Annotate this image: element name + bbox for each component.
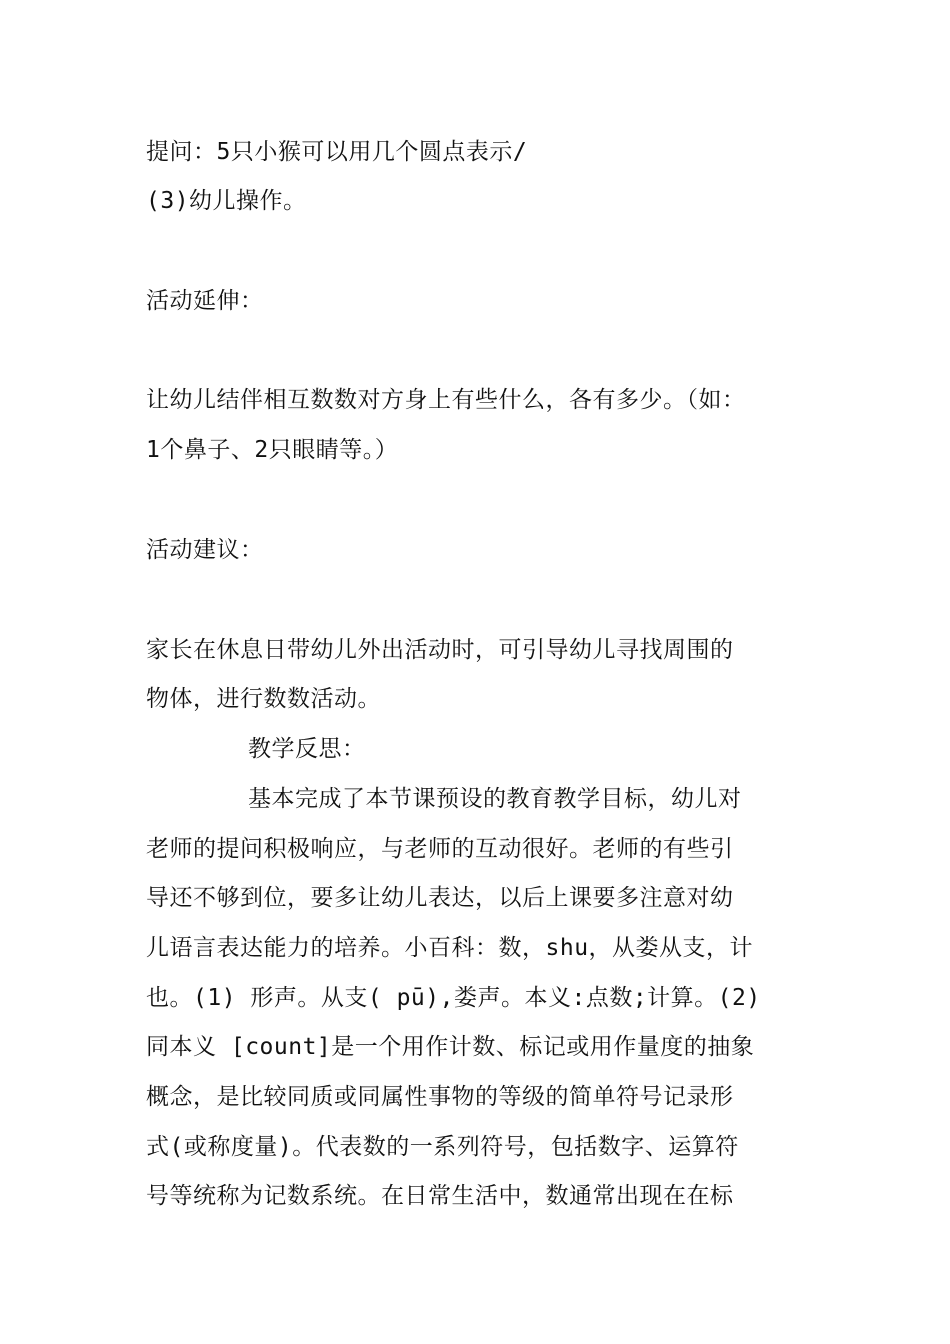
text-line: 家长在休息日带幼儿外出活动时，可引导幼儿寻找周围的 [146,637,734,663]
text-line: 1个鼻子、2只眼睛等。） [146,437,399,463]
text-line: 儿语言表达能力的培养。小百科：数，shu，从娄从支，计 [146,935,754,961]
text-line: 概念，是比较同质或同属性事物的等级的简单符号记录形 [146,1084,734,1110]
text-line: 式(或称度量)。代表数的一系列符号，包括数字、运算符 [146,1134,739,1160]
section-heading: 活动建议： [146,537,264,563]
text-line: 也。(1) 形声。从支( pū),娄声。本义:点数;计算。(2) [146,985,761,1011]
section-heading: 教学反思： [248,736,366,762]
section-heading: 活动延伸： [146,288,264,314]
text-line: 号等统称为记数系统。在日常生活中，数通常出现在在标 [146,1183,734,1209]
text-line: 基本完成了本节课预设的教育教学目标，幼儿对 [248,786,742,812]
text-line: 让幼儿结伴相互数数对方身上有些什么，各有多少。（如： [146,387,746,413]
text-line: 提问：5只小猴可以用几个圆点表示/ [146,139,528,165]
text-line: 同本义 [count]是一个用作计数、标记或用作量度的抽象 [146,1034,755,1060]
text-line: 老师的提问积极响应，与老师的互动很好。老师的有些引 [146,836,734,862]
text-line: (3)幼儿操作。 [146,188,307,214]
text-line: 导还不够到位，要多让幼儿表达，以后上课要多注意对幼 [146,885,734,911]
text-line: 物体，进行数数活动。 [146,686,381,712]
